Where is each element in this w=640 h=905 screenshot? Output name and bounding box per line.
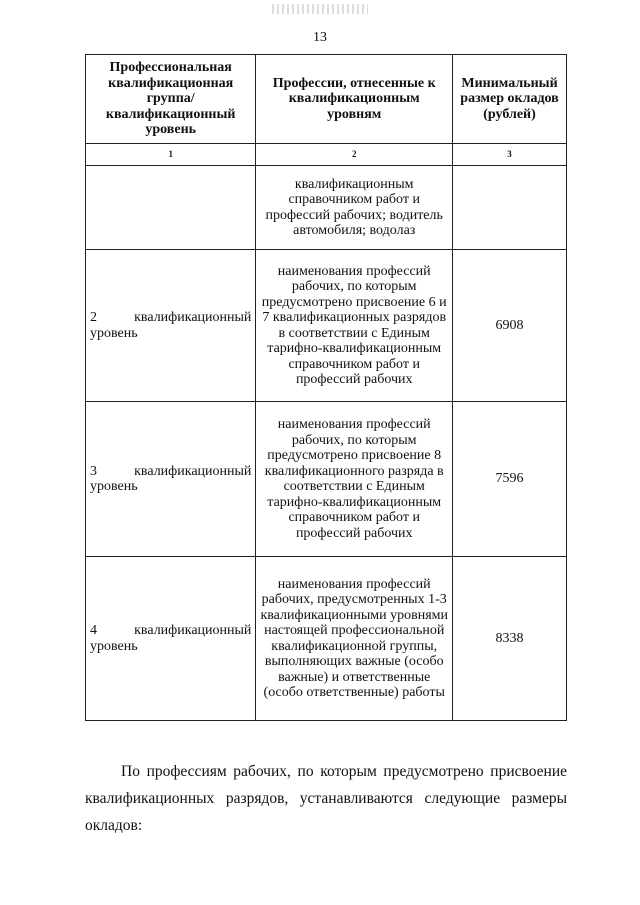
header-group-level: Профессиональная квалификационная группа/ квалификационный уровень: [86, 55, 256, 144]
salary-cell: 7596: [453, 402, 567, 557]
column-number-row: [86, 144, 567, 166]
level-cell: [86, 402, 256, 557]
table-row: [86, 250, 567, 402]
column-number: 1: [86, 144, 256, 166]
body-paragraph: По профессиям рабочих, по которым предусмотрено присвоение квалификационных разрядов, устанавливаются следующие размеры окладов:: [85, 762, 567, 834]
column-number: 2: [256, 144, 453, 166]
level-word: квалификационный: [134, 310, 252, 325]
professions-cell: наименования профессий рабочих, предусмотренных 1-3 квалификационными уровнями настоящей профессиональной квалификационной группы, выполняющих важные (особо важные) и ответственные (особо ответственные) работы: [256, 557, 453, 721]
level-tail: уровень: [90, 479, 138, 494]
salary-cell: 6908: [453, 250, 567, 402]
page-number: 13: [313, 30, 327, 45]
level-cell: [86, 166, 256, 250]
level-word: квалификационный: [134, 463, 252, 479]
professions-cell: наименования профессий рабочих, по которым предусмотрено присвоение 6 и 7 квалификационных разрядов в соответствии с Единым тарифно-квалификационным справочником работ и профессий рабочих: [256, 250, 453, 402]
level-tail: уровень: [90, 638, 138, 654]
table-row: [86, 402, 567, 557]
level-word: квалификационный: [134, 623, 252, 638]
professions-cell: квалификационным справочником работ и профессий рабочих; водитель автомобиля; водолаз: [256, 166, 453, 250]
level-cell: [86, 250, 256, 402]
table-header-row: [86, 55, 567, 144]
salary-cell: [453, 166, 567, 250]
level-cell: [86, 557, 256, 721]
qualification-table: [85, 54, 567, 721]
level-number: 2: [90, 310, 97, 325]
level-number: 4: [90, 623, 97, 638]
scan-artifact: [272, 4, 368, 14]
professions-cell: наименования профессий рабочих, по которым предусмотрено присвоение 8 квалификационного разряда в соответствии с Единым тарифно-квалификационным справочником работ и профессий рабочих: [256, 402, 453, 557]
table-row: [86, 557, 567, 721]
header-min-salary: Минимальный размер окладов (рублей): [453, 55, 567, 144]
level-number: 3: [90, 463, 97, 479]
table-row: [86, 166, 567, 250]
column-number: 3: [453, 144, 567, 166]
salary-cell: 8338: [453, 557, 567, 721]
level-tail: уровень: [90, 325, 138, 341]
header-professions: Профессии, отнесенные к квалификационным уровням: [256, 55, 453, 144]
